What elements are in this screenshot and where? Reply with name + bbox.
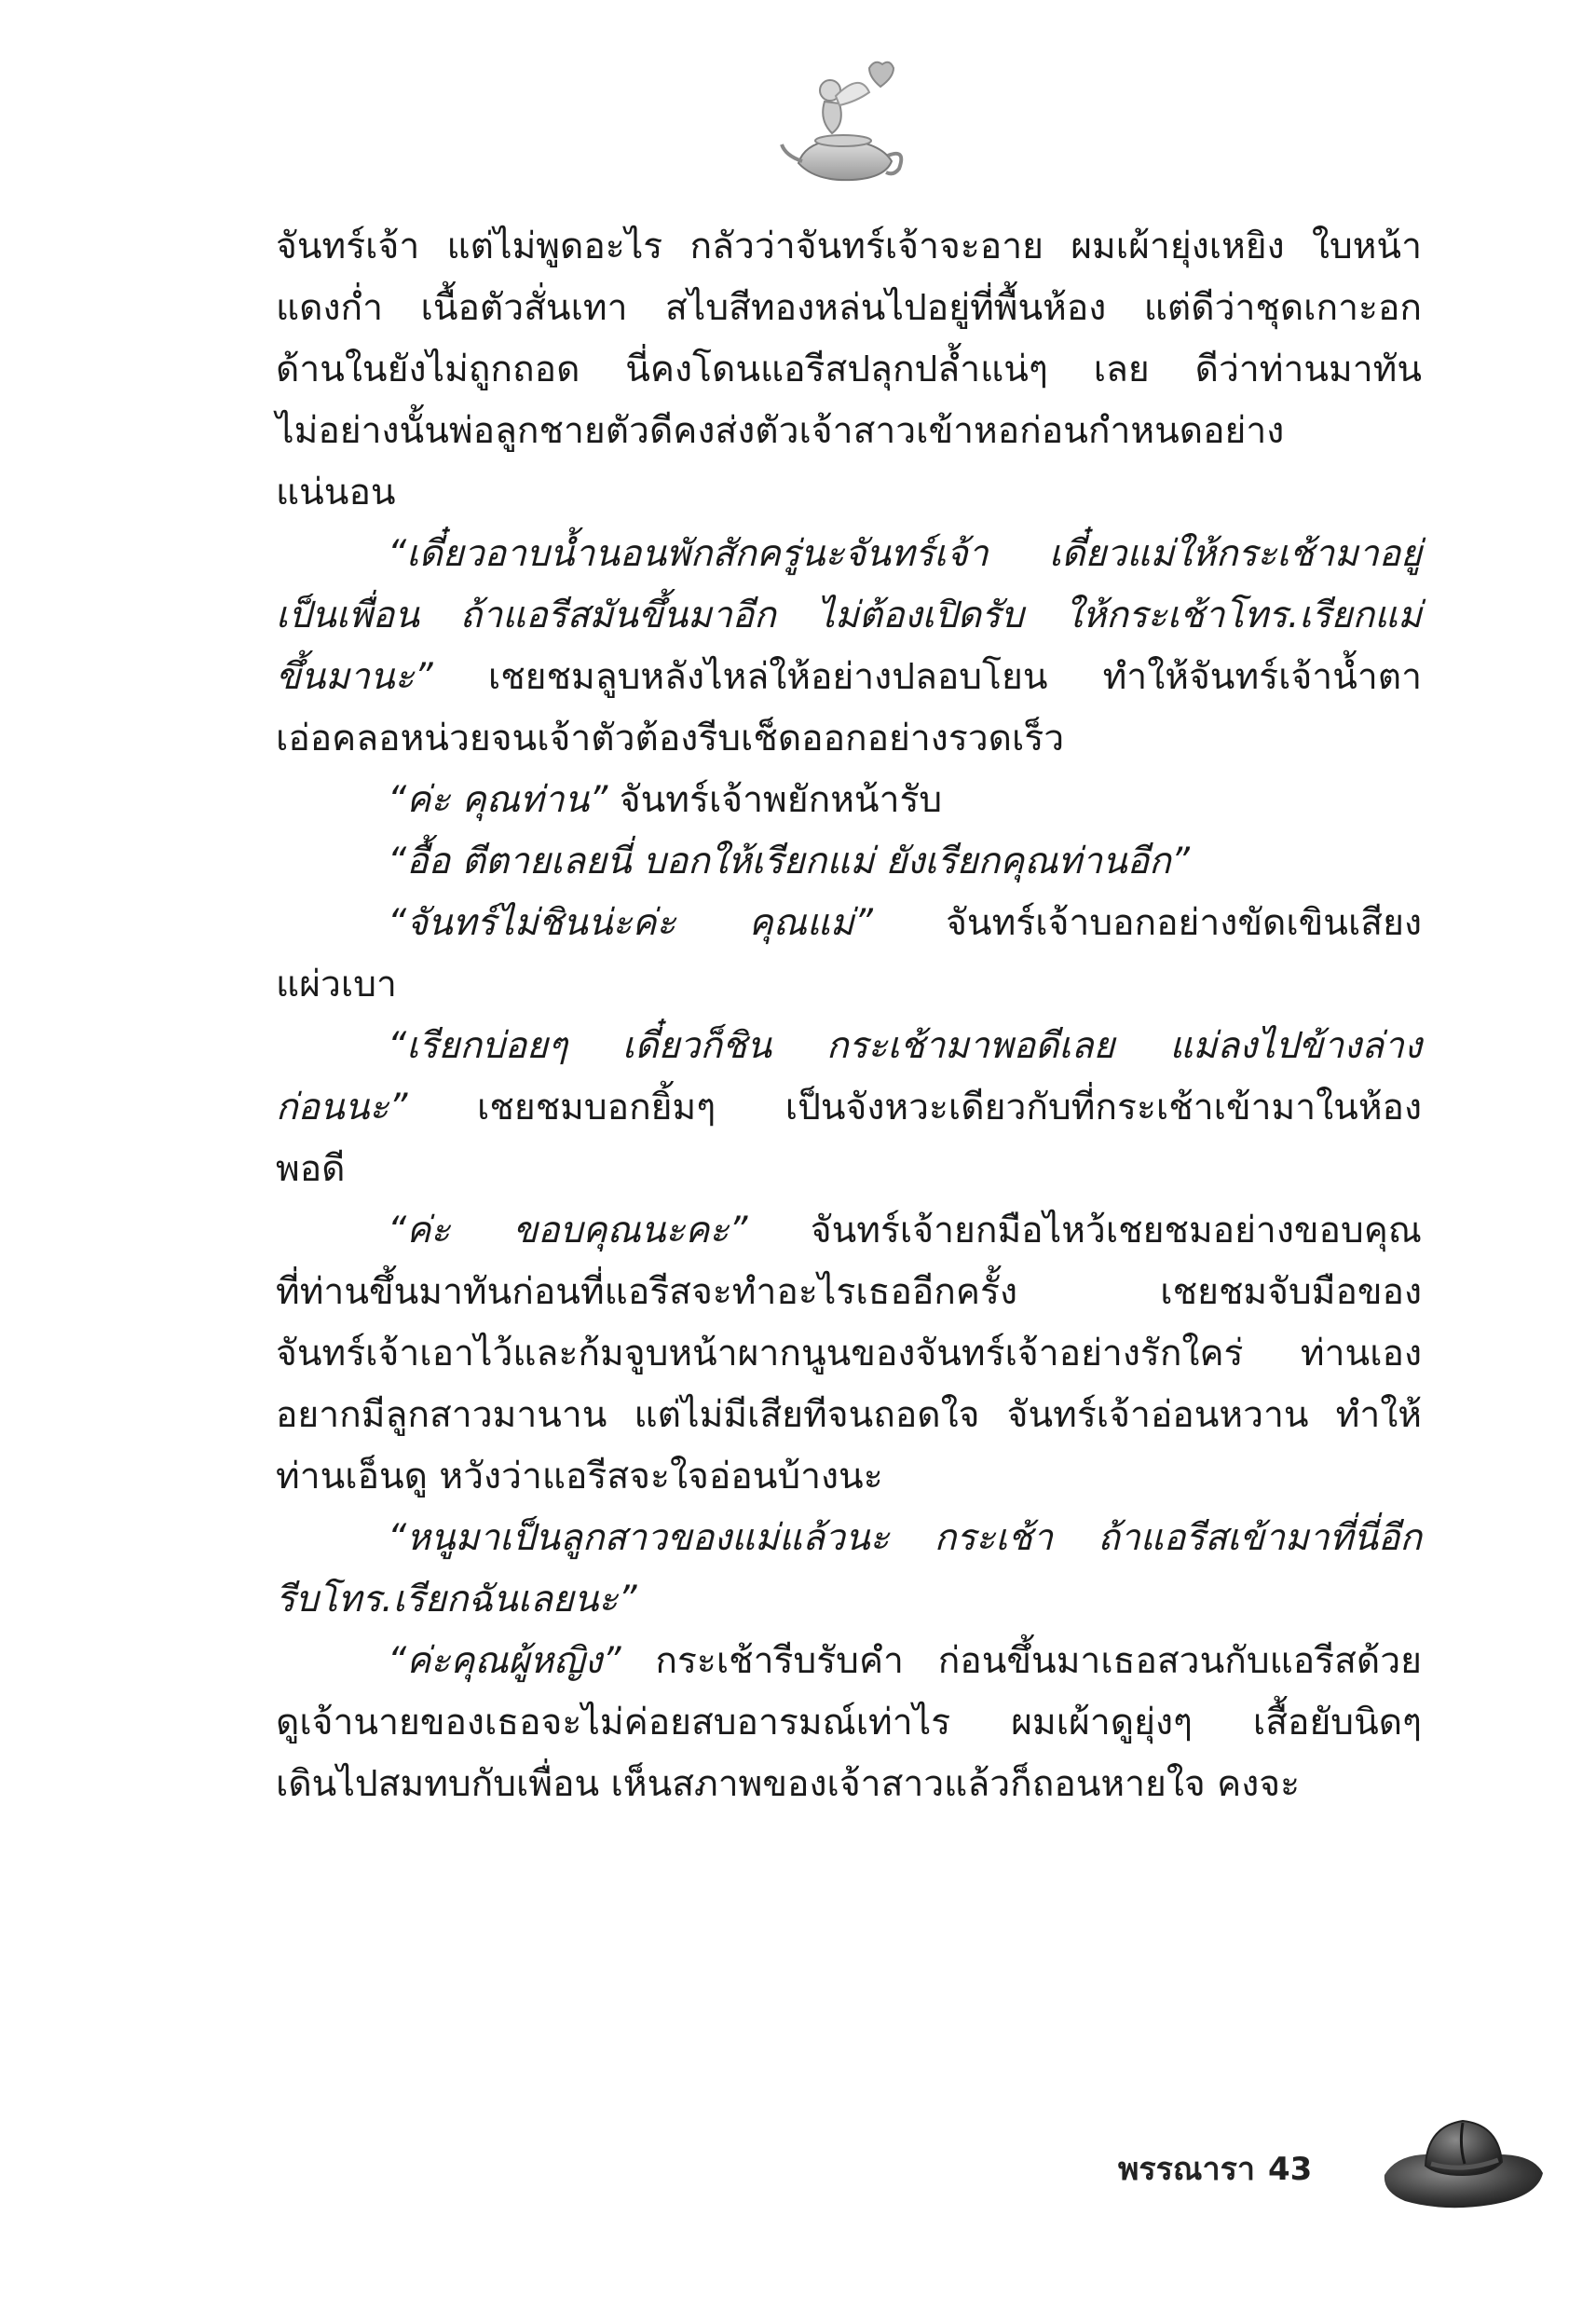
text-line <box>276 831 1422 893</box>
text-line <box>276 770 1422 831</box>
page-body <box>276 216 1422 1815</box>
page-footer <box>1118 2143 1312 2199</box>
dialogue-text: “เรียกบ่อยๆ เดี๋ยวก็ชิน กระเช้ามาพอดีเลย แม่ลงไปข้างล่าง <box>388 1025 1422 1067</box>
dialogue-text: “ค่ะ ขอบคุณนะคะ” <box>388 1210 748 1251</box>
book-title: พรรณารา <box>1118 2151 1255 2188</box>
text-line <box>276 278 1422 339</box>
paragraph <box>276 1631 1422 1815</box>
cowboy-hat-icon <box>1379 2108 1547 2220</box>
text-line <box>276 1446 1422 1508</box>
header-ornament-icon <box>778 51 908 191</box>
text-line <box>276 1508 1422 1569</box>
text-line <box>276 1323 1422 1385</box>
dialogue-text: “จันทร์ไม่ชินน่ะค่ะ คุณแม่” <box>388 902 873 944</box>
narration-text: ดูเจ้านายของเธอจะไม่ค่อยสบอารมณ์เท่าไร ผมเผ้าดูยุ่งๆ เสื้อยับนิดๆ <box>276 1702 1422 1744</box>
paragraph <box>276 1016 1422 1200</box>
paragraph <box>276 1200 1422 1508</box>
text-line <box>276 1385 1422 1446</box>
narration-text: อยากมีลูกสาวมานาน แต่ไม่มีเสียทีจนถอดใจ จันทร์เจ้าอ่อนหวาน ทำให้ <box>276 1394 1422 1436</box>
text-line <box>276 401 1422 462</box>
narration-text: พอดี <box>276 1148 346 1190</box>
text-line <box>276 339 1422 401</box>
dialogue-text: “หนูมาเป็นลูกสาวของแม่แล้วนะ กระเช้า ถ้าแอรีสเข้ามาที่นี่อีก <box>388 1517 1422 1559</box>
narration-text: ที่ท่านขึ้นมาทันก่อนที่แอรีสจะทำอะไรเธออีกครั้ง เชยชมจับมือของ <box>276 1271 1422 1313</box>
narration-text: แน่นอน <box>276 472 396 513</box>
narration-text: เดินไปสมทบกับเพื่อน เห็นสภาพของเจ้าสาวแล้วก็ถอนหายใจ คงจะ <box>276 1763 1301 1805</box>
narration-text: เอ่อคลอหน่วยจนเจ้าตัวต้องรีบเช็ดออกอย่างรวดเร็ว <box>276 718 1065 759</box>
narration-text: จันทร์เจ้า แต่ไม่พูดอะไร กลัวว่าจันทร์เจ้าจะอาย ผมเผ้ายุ่งเหยิง ใบหน้า <box>276 226 1422 267</box>
dialogue-text: ขึ้นมานะ” <box>276 656 433 698</box>
dialogue-text: รีบโทร.เรียกฉันเลยนะ” <box>276 1579 637 1620</box>
narration-text: จันทร์เจ้าบอกอย่างขัดเขินเสียง <box>872 902 1422 944</box>
text-line <box>276 708 1422 770</box>
text-line <box>276 1631 1422 1692</box>
narration-text: จันทร์เจ้ายกมือไหว้เชยชมอย่างขอบคุณ <box>747 1210 1422 1251</box>
narration-text: ไม่อย่างนั้นพ่อลูกชายตัวดีคงส่งตัวเจ้าสาวเข้าหอก่อนกำหนดอย่าง <box>276 410 1285 452</box>
narration-text: แดงก่ำ เนื้อตัวสั่นเทา สไบสีทองหล่นไปอยู่ที่พื้นห้อง แต่ดีว่าชุดเกาะอก <box>276 287 1422 329</box>
text-line <box>276 1692 1422 1754</box>
text-line <box>276 1139 1422 1200</box>
narration-text: เชยชมลูบหลังไหล่ให้อย่างปลอบโยน ทำให้จันทร์เจ้าน้ำตา <box>432 656 1422 698</box>
dialogue-text: ก่อนนะ” <box>276 1087 408 1128</box>
paragraph <box>276 831 1422 893</box>
paragraph <box>276 893 1422 1016</box>
dialogue-text: “ค่ะคุณผู้หญิง” <box>388 1640 621 1682</box>
page-number: 43 <box>1267 2151 1313 2188</box>
paragraph <box>276 1508 1422 1631</box>
text-line <box>276 1754 1422 1815</box>
paragraph <box>276 216 1422 524</box>
text-line <box>276 893 1422 954</box>
text-line <box>276 216 1422 278</box>
narration-text: ด้านในยังไม่ถูกถอด นี่คงโดนแอรีสปลุกปล้ำแน่ๆ เลย ดีว่าท่านมาทัน <box>276 349 1422 390</box>
dialogue-text: เป็นเพื่อน ถ้าแอรีสมันขึ้นมาอีก ไม่ต้องเปิดรับ ให้กระเช้าโทร.เรียกแม่ <box>276 595 1422 636</box>
text-line <box>276 585 1422 647</box>
dialogue-text: “เดี๋ยวอาบน้ำนอนพักสักครู่นะจันทร์เจ้า เดี๋ยวแม่ให้กระเช้ามาอยู่ <box>388 533 1422 575</box>
text-line <box>276 954 1422 1016</box>
narration-text: ท่านเอ็นดู หวังว่าแอรีสจะใจอ่อนบ้างนะ <box>276 1456 883 1497</box>
paragraph <box>276 770 1422 831</box>
text-line <box>276 1016 1422 1077</box>
text-line <box>276 524 1422 585</box>
narration-text: กระเช้ารีบรับคำ ก่อนขึ้นมาเธอสวนกับแอรีสด้วย <box>621 1640 1422 1682</box>
narration-text: แผ่วเบา <box>276 964 397 1005</box>
narration-text: จันทร์เจ้าเอาไว้และก้มจูบหน้าผากนูนของจันทร์เจ้าอย่างรักใคร่ ท่านเอง <box>276 1333 1422 1374</box>
text-line <box>276 1569 1422 1631</box>
narration-text: จันทร์เจ้าพยักหน้ารับ <box>607 779 943 821</box>
narration-text: เชยชมบอกยิ้มๆ เป็นจังหวะเดียวกับที่กระเช้าเข้ามาในห้อง <box>407 1087 1422 1128</box>
dialogue-text: “ค่ะ คุณท่าน” <box>388 779 608 821</box>
text-line <box>276 647 1422 708</box>
text-line <box>276 1262 1422 1323</box>
dialogue-text: “อื้อ ตีตายเลยนี่ บอกให้เรียกแม่ ยังเรียกคุณท่านอีก” <box>388 841 1190 882</box>
text-line <box>276 1200 1422 1262</box>
paragraph <box>276 524 1422 770</box>
text-line <box>276 462 1422 524</box>
text-line <box>276 1077 1422 1139</box>
